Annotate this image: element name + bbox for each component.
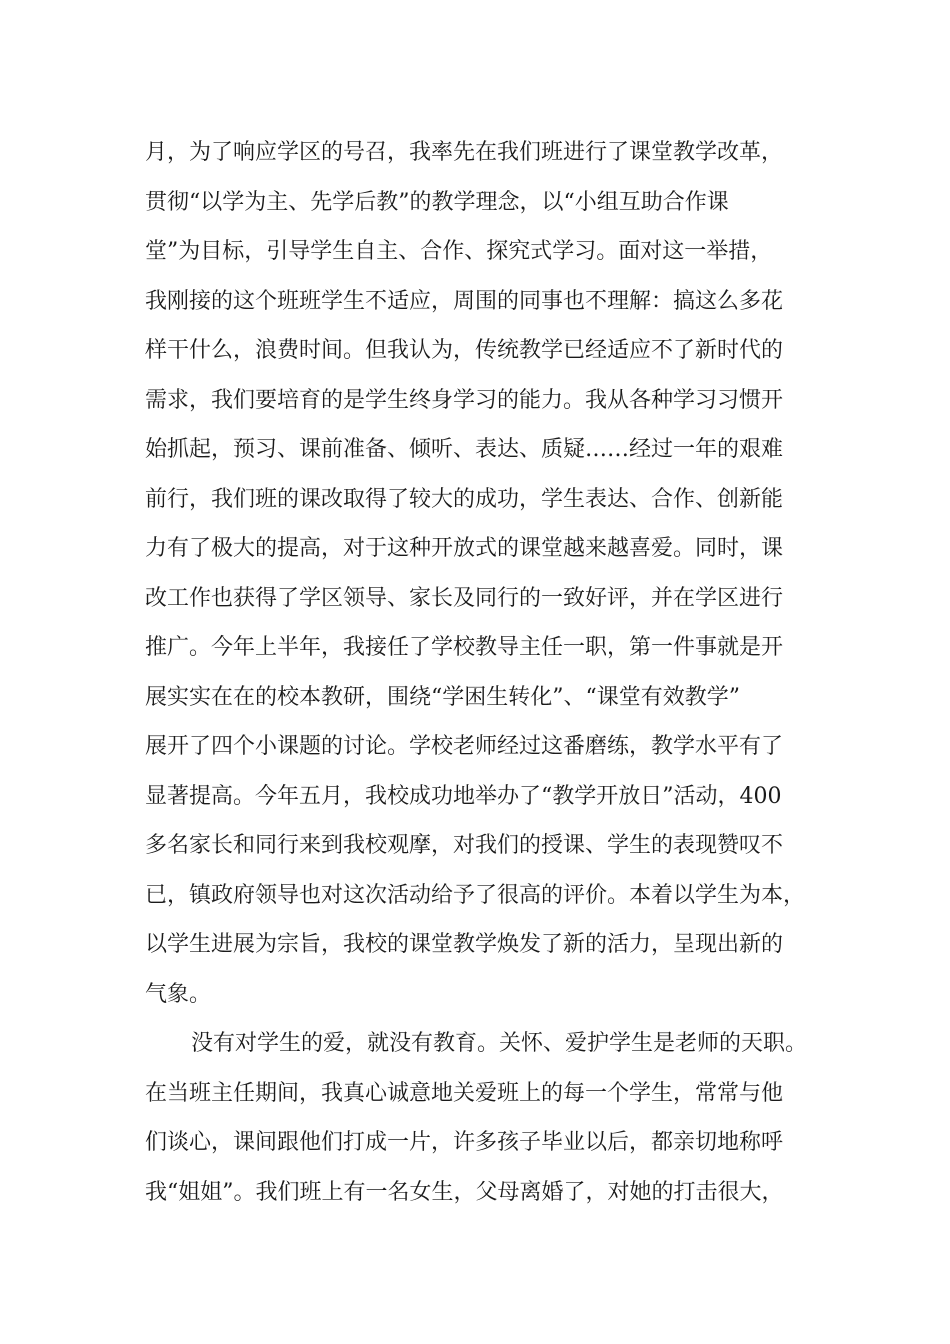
text-line: 贯彻“以学为主、先学后教”的教学理念，以“小组互助合作课 — [145, 189, 729, 215]
text-line: 没有对学生的爱，就没有教育。关怀、爱护学生是老师的天职。 — [191, 1031, 808, 1056]
text-line: 月，为了响应学区的号召，我率先在我们班进行了课堂教学改革， — [145, 140, 784, 165]
text-line: 堂”为目标，引导学生自主、合作、探究式学习。面对这一举措， — [145, 239, 773, 264]
paragraph-1 — [145, 128, 825, 1019]
text-line: 显著提高。今年五月，我校成功地举办了“教学开放日”活动，400 — [145, 783, 782, 809]
text-line: 改工作也获得了学区领导、家长及同行的一致好评，并在学区进行 — [145, 585, 784, 611]
text-line: 气象。 — [145, 981, 212, 1007]
text-line: 以学生进展为宗旨，我校的课堂教学焕发了新的活力，呈现出新的 — [145, 932, 784, 957]
text-line: 多名家长和同行来到我校观摩，对我们的授课、学生的表现赞叹不 — [145, 833, 784, 858]
text-line: 需求，我们要培育的是学生终身学习的能力。我从各种学习习惯开 — [145, 387, 784, 413]
text-line: 展开了四个小课题的讨论。学校老师经过这番磨练，教学水平有了 — [145, 734, 784, 759]
text-line: 们谈心，课间跟他们打成一片，许多孩子毕业以后，都亲切地称呼 — [145, 1130, 784, 1155]
text-line: 展实实在在的校本教研，围绕“学困生转化”、“课堂有效教学” — [145, 684, 740, 710]
text-line: 我刚接的这个班班学生不适应，周围的同事也不理解：搞这么多花 — [145, 288, 784, 314]
text-line: 已，镇政府领导也对这次活动给予了很高的评价。本着以学生为本， — [145, 882, 806, 908]
text-line: 我“姐姐”。我们班上有一名女生，父母离婚了，对她的打击很大， — [145, 1179, 784, 1205]
text-line: 推广。今年上半年，我接任了学校教导主任一职，第一件事就是开 — [145, 635, 784, 660]
paragraph-2 — [145, 1019, 825, 1217]
text-line: 样干什么，浪费时间。但我认为，传统教学已经适应不了新时代的 — [145, 338, 784, 363]
text-line: 始抓起，预习、课前准备、倾听、表达、质疑……经过一年的艰难 — [145, 437, 784, 462]
text-line: 力有了极大的提高，对于这种开放式的课堂越来越喜爱。同时，课 — [145, 536, 784, 561]
document-body — [145, 128, 825, 1217]
text-line: 前行，我们班的课改取得了较大的成功，学生表达、合作、创新能 — [145, 486, 784, 512]
text-line: 在当班主任期间，我真心诚意地关爱班上的每一个学生，常常与他 — [145, 1080, 784, 1106]
